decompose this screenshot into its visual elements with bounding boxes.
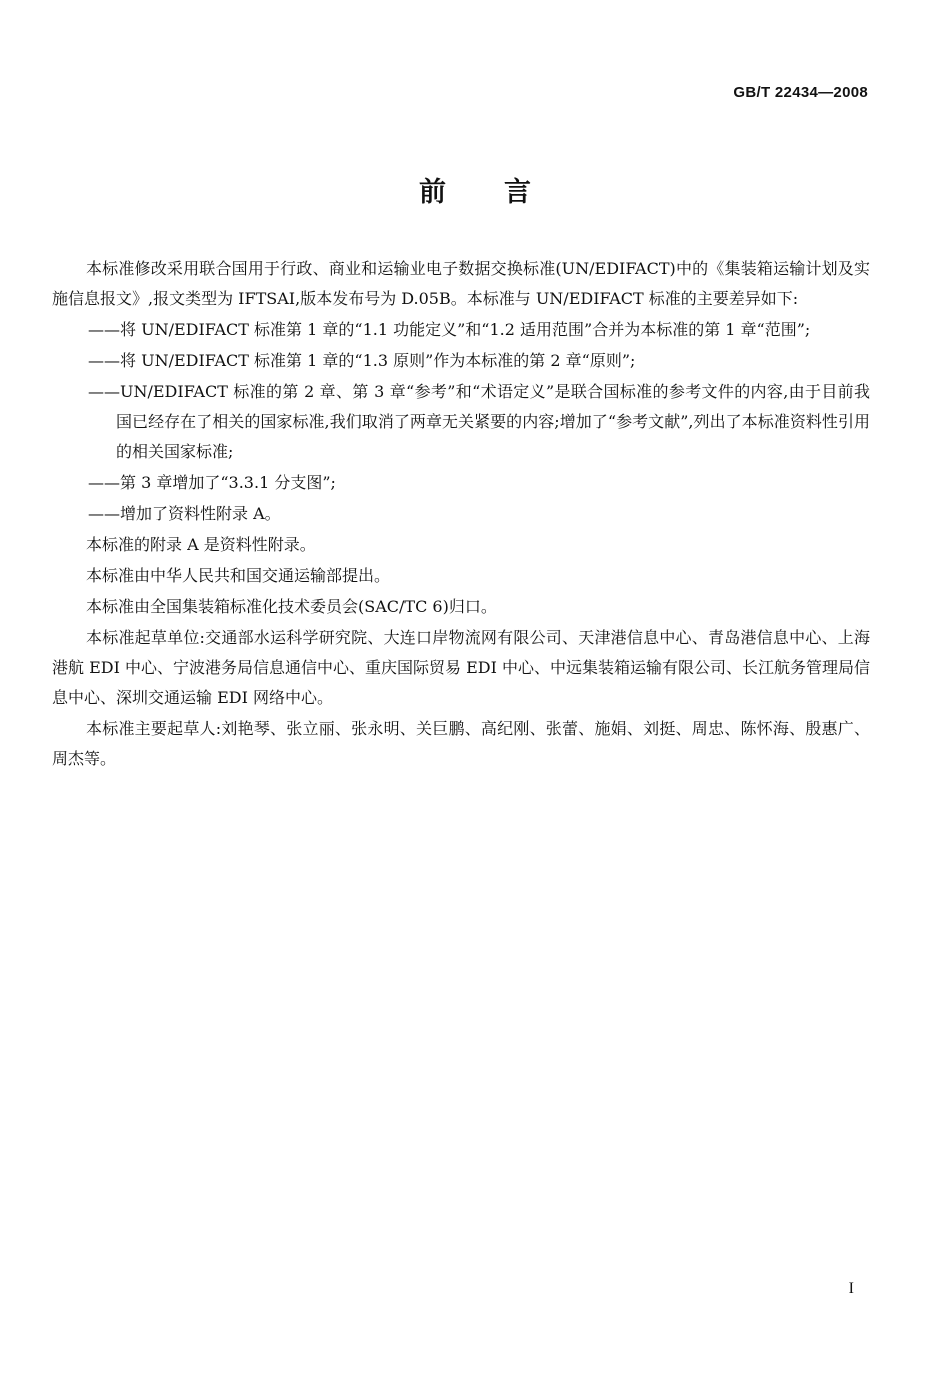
drafters-paragraph: 本标准主要起草人:刘艳琴、张立丽、张永明、关巨鹏、高纪刚、张蕾、施娟、刘挺、周忠、陈怀海、殷惠广、周杰等。: [52, 719, 870, 768]
standard-number: GB/T 22434—2008: [733, 84, 868, 101]
page-number: I: [848, 1280, 854, 1297]
difference-item: ——第 3 章增加了“3.3.1 分支图”;: [88, 473, 336, 492]
appendix-paragraph: 本标准的附录 A 是资料性附录。: [86, 535, 316, 554]
page-title: 前言: [419, 177, 589, 208]
foreword-body: [52, 254, 870, 775]
drafting-units-paragraph: 本标准起草单位:交通部水运科学研究院、大连口岸物流网有限公司、天津港信息中心、青岛港信息中心、上海港航 EDI 中心、宁波港务局信息通信中心、重庆国际贸易 EDI 中心、中远集装箱运输有限公司、长江航务管理局信息中心、深圳交通运输 EDI 网络中心。: [52, 628, 871, 707]
proposer-paragraph: 本标准由中华人民共和国交通运输部提出。: [86, 566, 391, 585]
centralized-paragraph: 本标准由全国集装箱标准化技术委员会(SAC/TC 6)归口。: [86, 597, 497, 616]
difference-item: ——将 UN/EDIFACT 标准第 1 章的“1.3 原则”作为本标准的第 2 章“原则”;: [88, 351, 636, 370]
difference-item: ——将 UN/EDIFACT 标准第 1 章的“1.1 功能定义”和“1.2 适用范围”合并为本标准的第 1 章“范围”;: [88, 320, 811, 339]
difference-item: ——UN/EDIFACT 标准的第 2 章、第 3 章“参考”和“术语定义”是联合国标准的参考文件的内容,由于目前我国已经存在了相关的国家标准,我们取消了两章无关紧要的内容;增加了“参考文献”,列出了本标准资料性引用的相关国家标准;: [88, 382, 870, 461]
intro-paragraph: 本标准修改采用联合国用于行政、商业和运输业电子数据交换标准(UN/EDIFACT)中的《集装箱运输计划及实施信息报文》,报文类型为 IFTSAI,版本发布号为 D.05B。本标准与 UN/EDIFACT 标准的主要差异如下:: [52, 259, 870, 308]
difference-item: ——增加了资料性附录 A。: [88, 504, 281, 523]
